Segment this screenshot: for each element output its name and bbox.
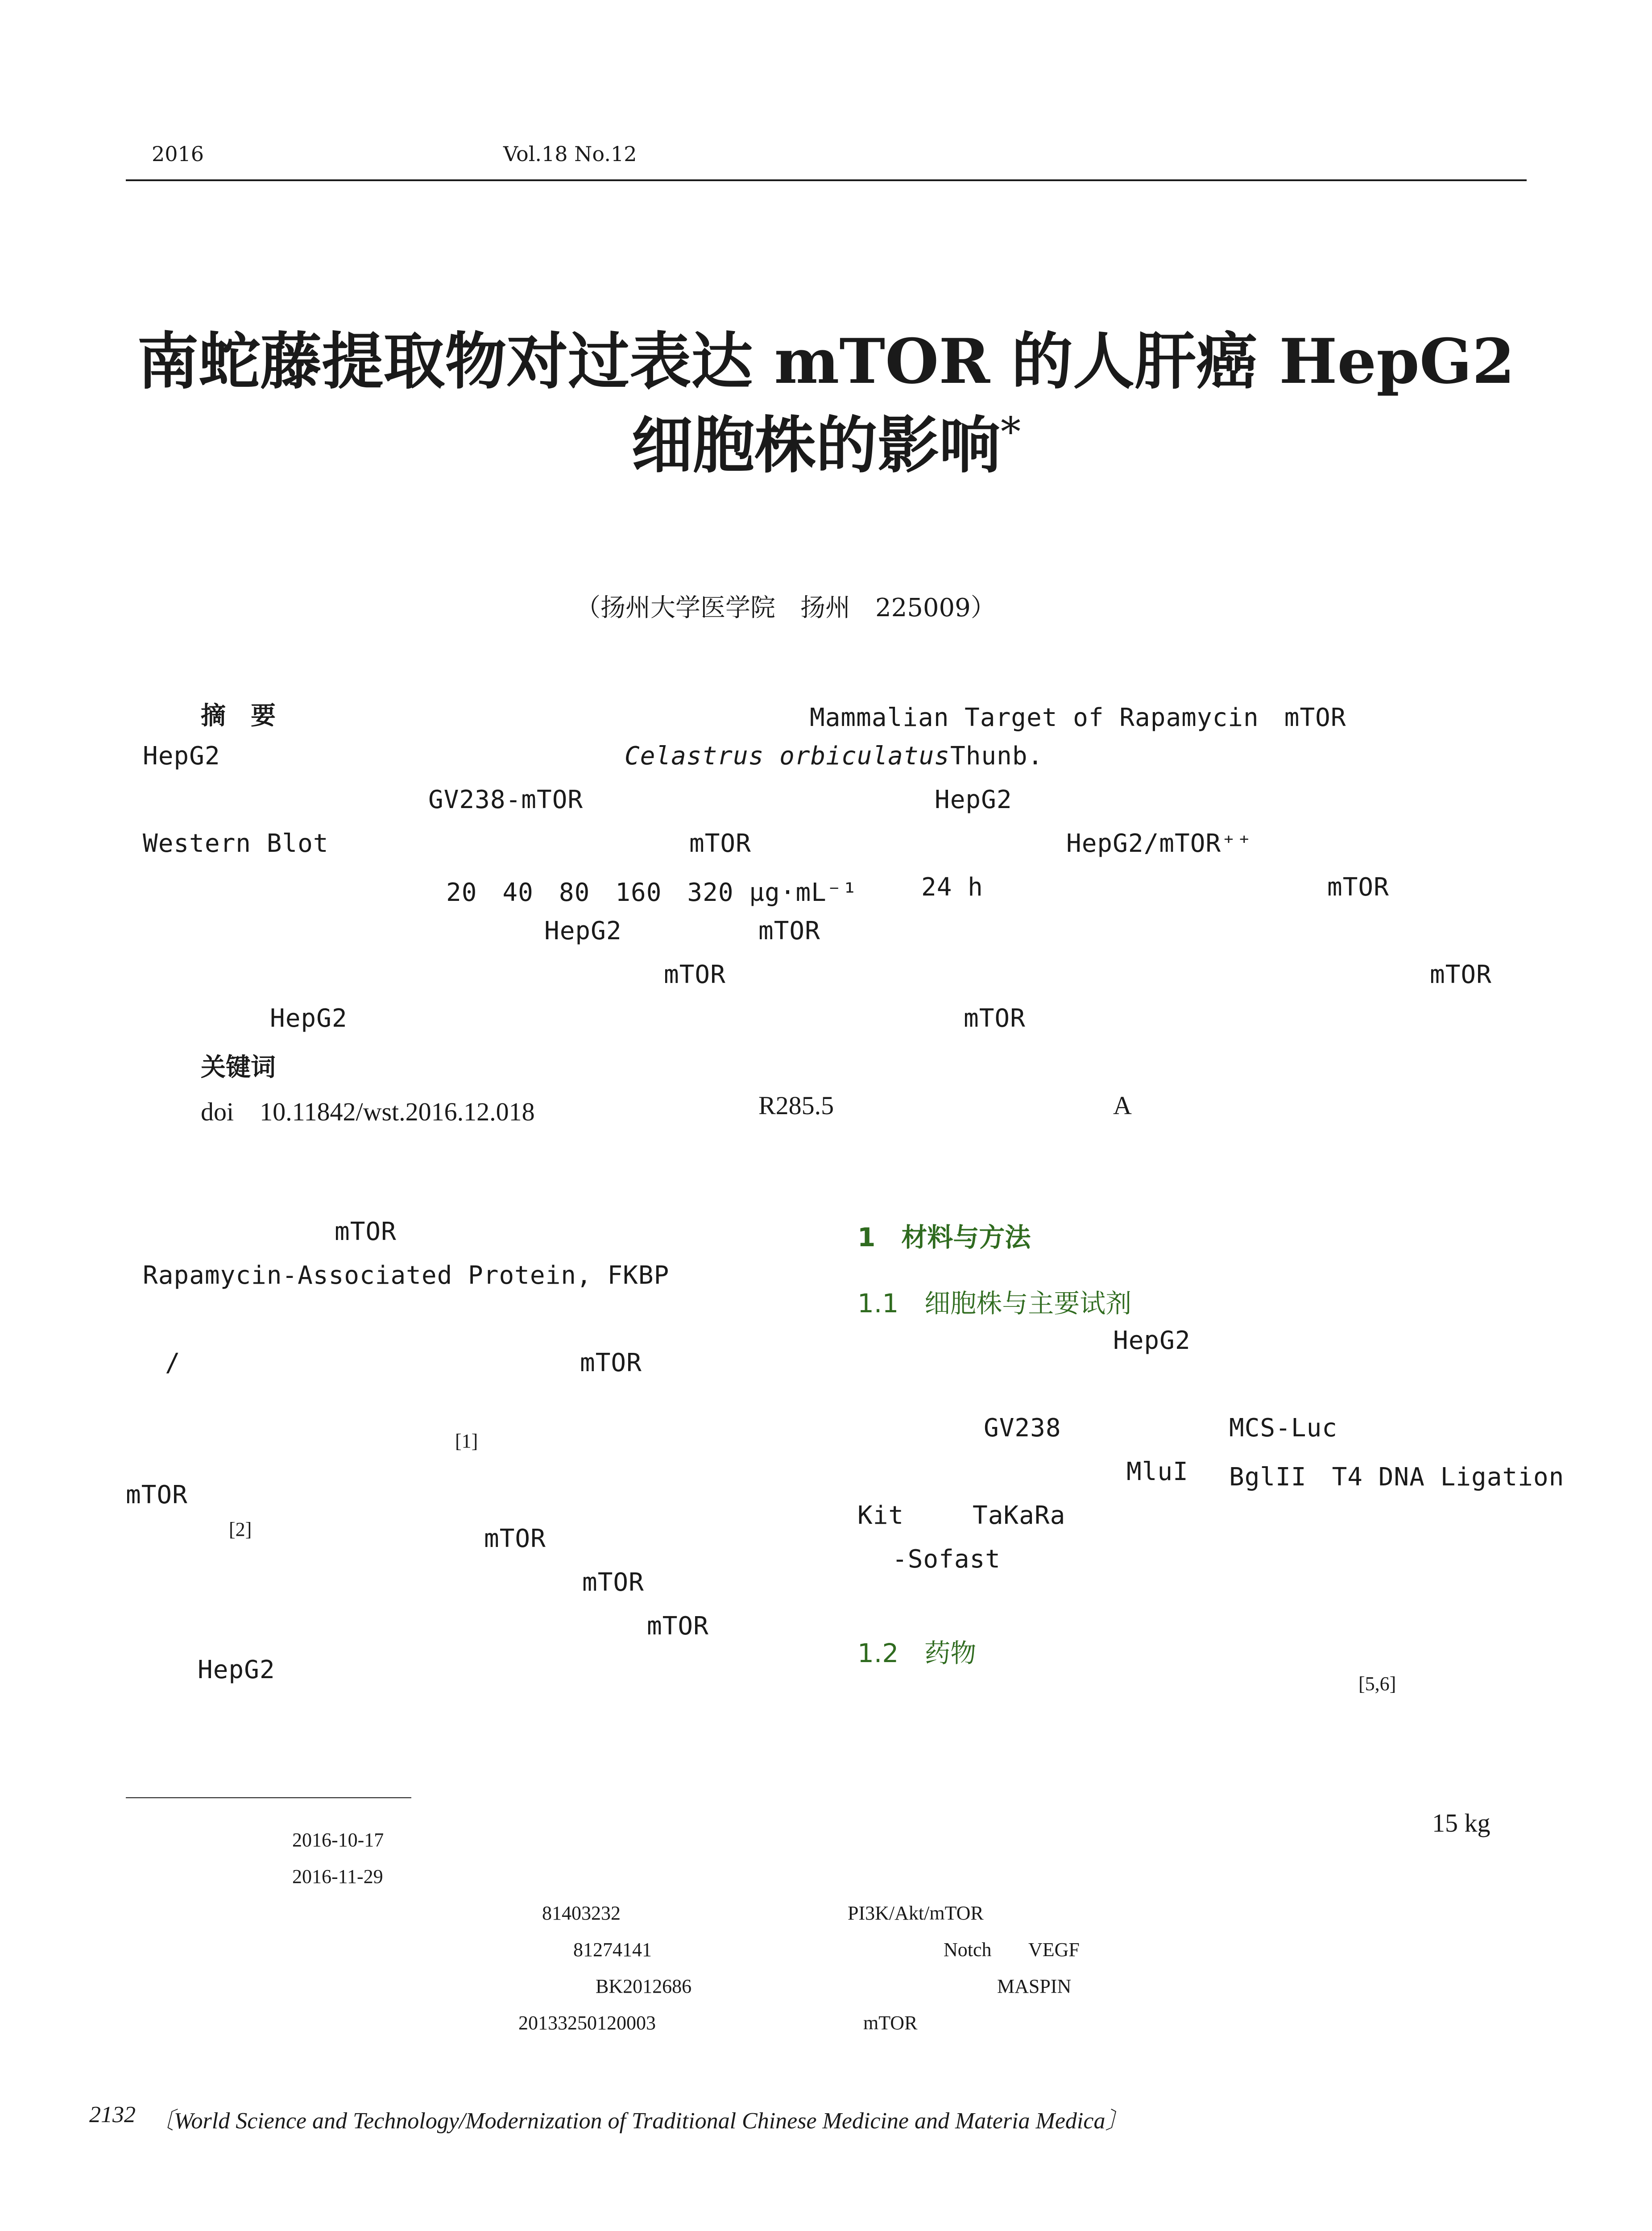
document-code: A <box>1113 1091 1132 1120</box>
abstract-mammalian: Mammalian Target of Rapamycin mTOR <box>810 703 1346 732</box>
footnote-rule <box>126 1797 411 1798</box>
classification-number: R285.5 <box>758 1091 834 1120</box>
right-hepg2: HepG2 <box>1113 1326 1191 1355</box>
abstract-hepg2: HepG2 <box>544 916 622 945</box>
footnote-received-date: 2016-10-17 <box>292 1829 384 1851</box>
abstract-thunb: Thunb. <box>950 742 1043 771</box>
paper-title-line1: 南蛇藤提取物对过表达 mTOR 的人肝癌 HepG2 <box>137 325 1515 398</box>
left-hepg2: HepG2 <box>198 1655 275 1684</box>
abstract-24h: 24 h <box>921 873 983 902</box>
abstract-hepg2: HepG2 <box>143 742 220 771</box>
abstract-mtor: mTOR <box>1327 873 1389 902</box>
footnote-grant-1: 81403232 <box>542 1902 621 1924</box>
left-mtor: mTOR <box>484 1524 546 1553</box>
page-number: 2132 <box>89 2102 136 2127</box>
footnote-grant-2-topic-a: Notch <box>944 1939 992 1961</box>
abstract-western-blot: Western Blot <box>143 829 329 858</box>
paper-title-line2-text: 细胞株的影响 <box>631 409 1001 481</box>
right-mlui: MluI <box>1126 1457 1188 1486</box>
footnote-grant-2-topic-b: VEGF <box>1028 1939 1080 1961</box>
left-ref-1: [1] <box>455 1430 478 1452</box>
footnote-grant-4: 20133250120003 <box>518 2012 656 2034</box>
section-1-2-heading: 1.2 药物 <box>857 1638 977 1668</box>
left-mtor: mTOR <box>582 1568 644 1597</box>
right-takara: TaKaRa <box>973 1501 1066 1530</box>
abstract-heading: 摘 要 <box>201 701 276 730</box>
abstract-hepg2: HepG2 <box>935 785 1012 814</box>
right-kit: Kit <box>857 1501 904 1530</box>
footnote-grant-3: BK2012686 <box>596 1975 692 1997</box>
affiliation: （扬州大学医学院 扬州 225009） <box>576 593 996 622</box>
footnote-grant-1-topic: PI3K/Akt/mTOR <box>848 1902 984 1924</box>
left-mtor: mTOR <box>647 1612 709 1641</box>
journal-name: 〔World Science and Technology/Modernization of Traditional Chinese Medicine and Materia Medica〕 <box>151 2108 1129 2134</box>
title-footnote-mark: * <box>1001 409 1021 456</box>
abstract-hepg2: HepG2 <box>270 1004 348 1033</box>
paper-title-line2 <box>0 396 1652 485</box>
abstract-concentrations: 20 40 80 160 320 μg·mL⁻¹ <box>446 878 858 907</box>
left-mtor: mTOR <box>335 1217 397 1246</box>
left-ref-2: [2] <box>229 1518 252 1540</box>
right-ref-5-6: [5,6] <box>1358 1673 1396 1695</box>
section-1-1-heading: 1.1 细胞株与主要试剂 <box>857 1288 1132 1319</box>
footnote-grant-2: 81274141 <box>573 1939 652 1961</box>
right-gv238: GV238 <box>984 1414 1061 1443</box>
abstract-mtor: mTOR <box>964 1004 1026 1033</box>
header-volume: Vol.18 No.12 <box>503 142 637 166</box>
keywords-heading: 关键词 <box>201 1053 276 1082</box>
abstract-mtor: mTOR <box>758 916 820 945</box>
abstract-mtor: mTOR <box>689 829 751 858</box>
left-mtor: mTOR <box>126 1480 188 1509</box>
header-rule <box>126 179 1527 181</box>
left-slash: / <box>165 1348 181 1377</box>
right-sofast: -Sofast <box>892 1545 1001 1574</box>
footnote-grant-4-topic: mTOR <box>863 2012 918 2034</box>
abstract-hepg2-mtor: HepG2/mTOR⁺⁺ <box>1066 829 1252 858</box>
left-mtor: mTOR <box>580 1348 642 1377</box>
abstract-gv238: GV238-mTOR <box>428 785 584 814</box>
abstract-mtor: mTOR <box>1430 960 1492 989</box>
header-year: 2016 <box>152 142 204 166</box>
footnote-grant-3-topic: MASPIN <box>997 1975 1072 1997</box>
abstract-mtor: mTOR <box>664 960 726 989</box>
doi: doi 10.11842/wst.2016.12.018 <box>201 1097 535 1126</box>
left-rapamycin-protein: Rapamycin-Associated Protein, FKBP <box>143 1261 670 1290</box>
section-1-heading: 1 材料与方法 <box>857 1222 1031 1252</box>
right-mcs-luc: MCS-Luc <box>1229 1414 1338 1443</box>
right-bglii-ligation: BglII T4 DNA Ligation <box>1229 1463 1565 1492</box>
right-15kg: 15 kg <box>1432 1808 1491 1837</box>
footnote-revised-date: 2016-11-29 <box>292 1866 383 1887</box>
abstract-celastrus: Celastrus orbiculatus <box>625 742 950 771</box>
